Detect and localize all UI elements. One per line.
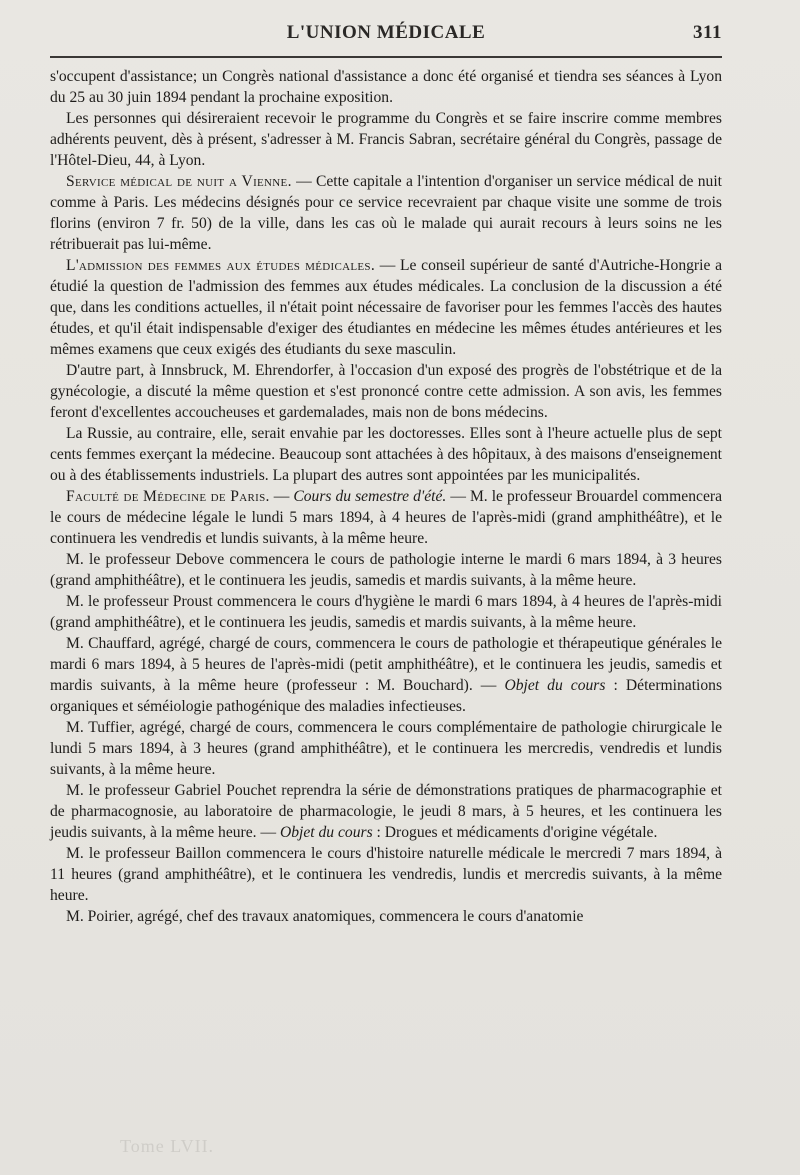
paragraph-proust: M. le professeur Proust commencera le cours d'hygiène le mardi 6 mars 1894, à 4 heures de l'après-midi (grand amphithéâtre), et le continuera les jeudis, samedis et mardis suivants, à la même heure. <box>50 593 722 631</box>
running-header <box>50 14 722 48</box>
paragraph-vienna-night-service: Service médical de nuit a Vienne. — Cette capitale a l'intention d'organiser un service médical de nuit comme à Paris. Les médecins désignés pour ce service recevraient par chaque visite une somme de trois florins (environ 7 fr. 50) de la ville, dans les cas où le malade qui aurait recours à leurs soins ne les rétribuerait pas lui-même. <box>50 173 722 253</box>
paragraph-baillon: M. le professeur Baillon commencera le cours d'histoire naturelle médicale le mercredi 7 mars 1894, à 11 heures (grand amphithéâtre), et le continuera les vendredis, lundis et mercredis suivants, à la même heure. <box>50 845 722 904</box>
section-heading: Service médical de nuit a Vienne. <box>66 173 292 190</box>
journal-title: L'UNION MÉDICALE <box>286 22 486 43</box>
header-rule <box>50 56 722 58</box>
section-heading: Faculté de Médecine de Paris. <box>66 488 270 505</box>
paragraph-congress-registration: Les personnes qui désireraient recevoir le programme du Congrès et se faire inscrire comme membres adhérents peuvent, dès à présent, s'adresser à M. Francis Sabran, secrétaire général du Congrès, passage de l'Hôtel-Dieu, 44, à Lyon. <box>50 110 722 169</box>
paragraph-poirier: M. Poirier, agrégé, chef des travaux anatomiques, commencera le cours d'anatomie <box>66 908 584 925</box>
paragraph-tuffier: M. Tuffier, agrégé, chargé de cours, commencera le cours complémentaire de pathologie chirurgicale le lundi 5 mars 1894, à 3 heures (grand amphithéâtre), et le continuera les mercredis, vendredis et lundis suivants, à la même heure. <box>50 719 722 778</box>
course-object-label: Objet du cours <box>504 677 606 694</box>
volume-footer: Tome LVII. <box>120 1136 215 1156</box>
paragraph-russia: La Russie, au contraire, elle, serait envahie par les doctoresses. Elles sont à l'heure actuelle plus de sept cents femmes exerçant la médecine. Beaucoup sont attachées à des hôpitaux, à des maisons d'enseignement ou à des établissements industriels. La plupart des autres sont appointées par les municipalités. <box>50 425 722 484</box>
paragraph-faculty-paris: Faculté de Médecine de Paris. — Cours du semestre d'été. — M. le professeur Brouardel commencera le cours de médecine légale le lundi 5 mars 1894, à 4 heures de l'après-midi (grand amphithéâtre), et le continuera les vendredis et lundis suivants, à la même heure. <box>50 488 722 547</box>
paragraph-women-admission: L'admission des femmes aux études médicales. — Le conseil supérieur de santé d'Autriche-Hongrie a étudié la question de l'admission des femmes aux études médicales. La conclusion de la discussion a été que, dans les conditions actuelles, il n'était point nécessaire de favoriser pour les femmes l'accès des hautes études, et qu'il était indispensable d'exiger des étudiantes en médecine les mêmes études antérieures et les mêmes examens que ceux exigés des étudiants du sexe masculin. <box>50 257 722 358</box>
semester-label: Cours du semestre d'été. <box>293 488 447 505</box>
course-object-label: Objet du cours <box>279 824 373 841</box>
paragraph-continuation: s'occupent d'assistance; un Congrès national d'assistance a donc été organisé et tiendra ses séances à Lyon du 25 au 30 juin 1894 pendant la prochaine exposition. <box>50 68 722 106</box>
section-heading: L'admission des femmes aux études médicales. <box>66 257 376 274</box>
page-number: 311 <box>693 22 722 43</box>
paragraph-chauffard: M. Chauffard, agrégé, chargé de cours, commencera le cours de pathologie et thérapeutique générales le mardi 6 mars 1894, à 5 heures de l'après-midi (petit amphithéâtre), et le continuera les jeudis, samedis et mardis suivants, à la même heure (professeur : M. Bouchard). — Objet du cours : Déterminations organiques et séméiologie pathogénique des maladies infectieuses. <box>50 635 723 715</box>
paragraph-pouchet: M. le professeur Gabriel Pouchet reprendra la série de démonstrations pratiques de pharmacographie et de pharmacognosie, au laboratoire de pharmacologie, le jeudi 8 mars, à 5 heures, et les continuera les jeudis suivants, à la même heure. — Objet du cours : Drogues et médicaments d'origine végétale. <box>50 782 722 841</box>
paragraph-debove: M. le professeur Debove commencera le cours de pathologie interne le mardi 6 mars 1894, à 3 heures (grand amphithéâtre), et le continuera les jeudis, samedis et mardis suivants, à la même heure. <box>50 551 722 589</box>
paragraph-innsbruck: D'autre part, à Innsbruck, M. Ehrendorfer, à l'occasion d'un exposé des progrès de l'obstétrique et de la gynécologie, a discuté la même question et s'est prononcé contre cette admission. A son avis, les femmes feront d'excellentes accoucheuses et gardemalades, mais non de bons médecins. <box>50 362 722 421</box>
